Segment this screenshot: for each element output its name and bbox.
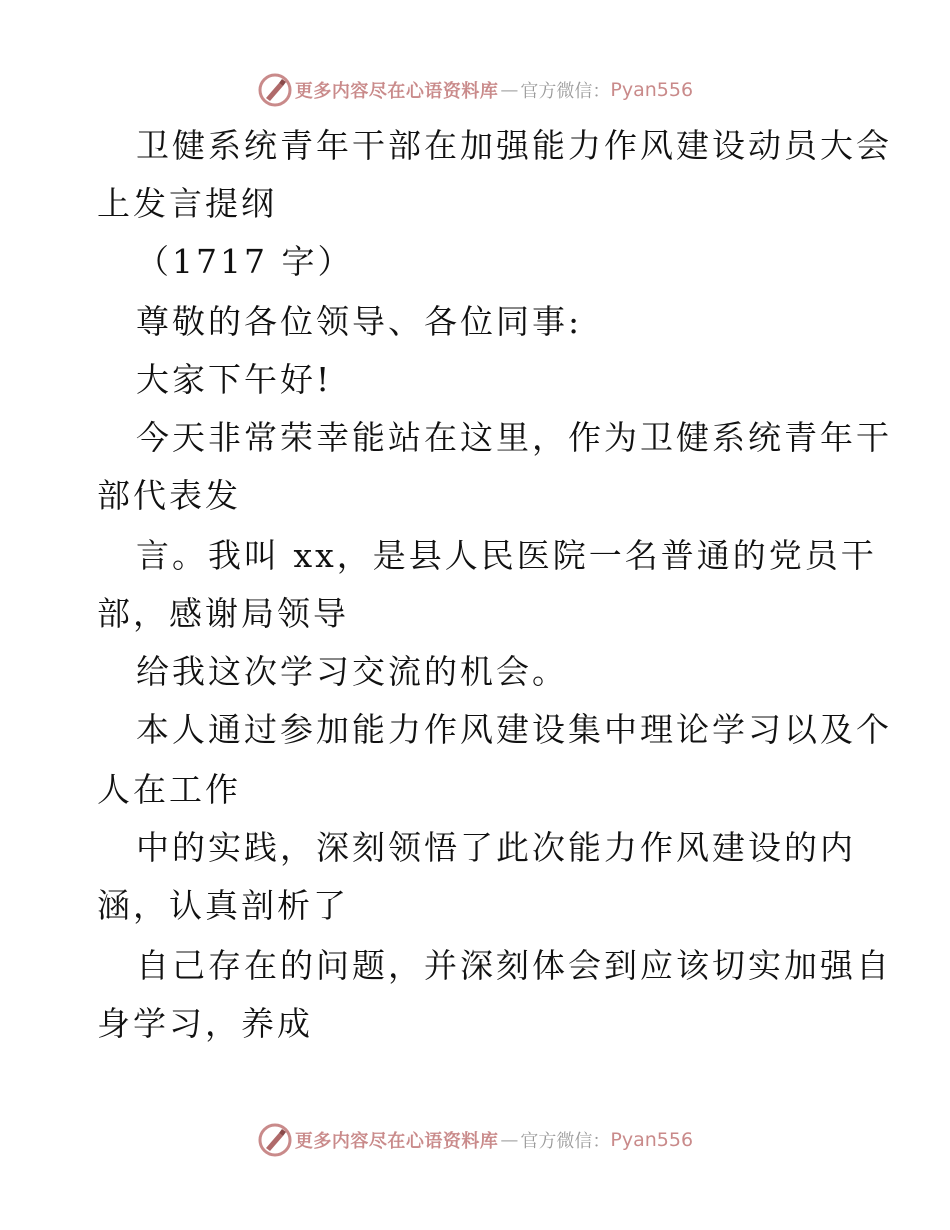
document-title-line-1: 卫健系统青年干部在加强能力作风建设动员大会	[136, 126, 892, 165]
word-count: （1717 字）	[136, 242, 354, 281]
header-watermark	[0, 70, 950, 110]
pen-circle-logo-icon	[257, 1122, 293, 1158]
paragraph-line: 言。我叫 xx，是县人民医院一名普通的党员干	[136, 536, 877, 575]
watermark-brand-text: 更多内容尽在心语资料库	[294, 81, 499, 102]
paragraph-line: 大家下午好!	[136, 360, 333, 399]
watermark-separator: —	[500, 1129, 519, 1151]
paragraph-line: 自己存在的问题，并深刻体会到应该切实加强自	[136, 946, 892, 985]
document-title-line-2: 上发言提纲	[97, 184, 277, 223]
paragraph-line: 本人通过参加能力作风建设集中理论学习以及个	[136, 710, 892, 749]
paragraph-line: 人在工作	[97, 770, 241, 809]
pen-circle-logo-icon	[257, 72, 293, 108]
watermark-separator: —	[500, 79, 519, 101]
watermark-contact-id: Pyan556	[610, 1129, 694, 1151]
paragraph-line: 尊敬的各位领导、各位同事:	[136, 302, 583, 341]
watermark-contact-id: Pyan556	[610, 79, 694, 101]
paragraph-line: 今天非常荣幸能站在这里，作为卫健系统青年干	[136, 418, 892, 457]
paragraph-line: 部，感谢局领导	[97, 594, 349, 633]
watermark-contact-label: 官方微信：	[520, 1131, 611, 1152]
paragraph-line: 中的实践，深刻领悟了此次能力作风建设的内	[136, 828, 856, 867]
watermark-brand-text: 更多内容尽在心语资料库	[294, 1131, 499, 1152]
paragraph-line: 身学习，养成	[97, 1004, 313, 1043]
paragraph-line: 给我这次学习交流的机会。	[136, 652, 568, 691]
paragraph-line: 部代表发	[97, 476, 241, 515]
watermark-contact-label: 官方微信：	[520, 81, 611, 102]
footer-watermark	[0, 1120, 950, 1160]
paragraph-line: 涵，认真剖析了	[97, 886, 349, 925]
